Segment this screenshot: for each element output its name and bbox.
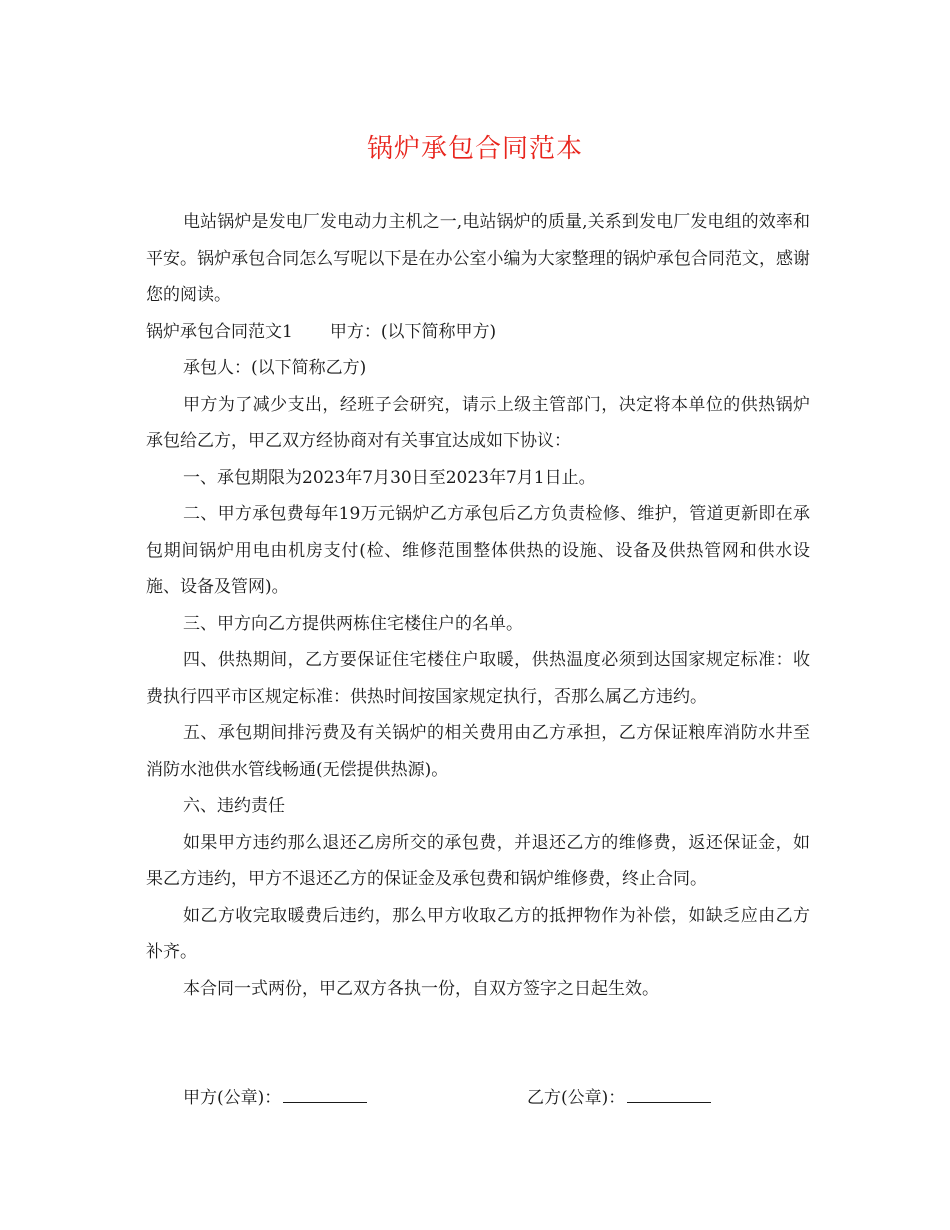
clause-6-heading: 六、违约责任 <box>183 796 285 816</box>
party-a-line: 甲方：(以下简称甲方) <box>329 321 497 342</box>
clause-5: 五、承包期间排污费及有关锅炉的相关费用由乙方承担，乙方保证粮库消防水井至消防水池供水管线畅通(无偿提供热源)。 <box>146 723 810 780</box>
party-a-signature <box>183 1080 367 1116</box>
breach-paragraph-2: 如乙方收完取暖费后违约，那么甲方收取乙方的抵押物作为补偿，如缺乏应由乙方补齐。 <box>146 905 810 962</box>
section-heading: 锅炉承包合同范文1 <box>146 321 293 342</box>
document-body <box>146 204 810 1007</box>
section-heading-row <box>146 314 810 351</box>
party-b-signature <box>527 1080 711 1116</box>
clause-1: 一、承包期限为2023年7月30日至2023年7月1日止。 <box>183 467 596 488</box>
clause-3: 三、甲方向乙方提供两栋住宅楼住户的名单。 <box>183 613 523 634</box>
party-b-line: 承包人：(以下简称乙方) <box>183 358 367 378</box>
party-b-seal-label: 乙方(公章)： <box>527 1088 626 1108</box>
clause-4: 四、供热期间，乙方要保证住宅楼住户取暖，供热温度必须到达国家规定标准：收费执行四平市区规定标准：供热时间按国家规定执行，否那么属乙方违约。 <box>146 650 810 707</box>
clause-2: 二、甲方承包费每年19万元锅炉乙方承包后乙方负责检修、维护，管道更新即在承包期间锅炉用电由机房支付(检、维修范围整体供热的设施、设备及供热管网和供水设施、设备及管网)。 <box>146 504 810 597</box>
purpose-paragraph: 甲方为了减少支出，经班子会研究，请示上级主管部门，决定将本单位的供热锅炉承包给乙方，甲乙双方经协商对有关事宜达成如下协议： <box>146 394 810 451</box>
party-b-signature-blank <box>627 1088 711 1103</box>
breach-paragraph-1: 如果甲方违约那么退还乙房所交的承包费，并退还乙方的维修费，返还保证金，如果乙方违约，甲方不退还乙方的保证金及承包费和锅炉维修费，终止合同。 <box>146 832 810 889</box>
spacer <box>293 314 330 351</box>
party-a-seal-label: 甲方(公章)： <box>183 1088 282 1108</box>
intro-paragraph: 电站锅炉是发电厂发电动力主机之一,电站锅炉的质量,关系到发电厂发电组的效率和平安。锅炉承包合同怎么写呢以下是在办公室小编为大家整理的锅炉承包合同范文，感谢您的阅读。 <box>146 212 810 305</box>
copies-paragraph: 本合同一式两份，甲乙双方各执一份，自双方签字之日起生效。 <box>183 978 659 999</box>
document-title: 锅炉承包合同范本 <box>366 134 583 164</box>
party-a-signature-blank <box>283 1088 367 1103</box>
